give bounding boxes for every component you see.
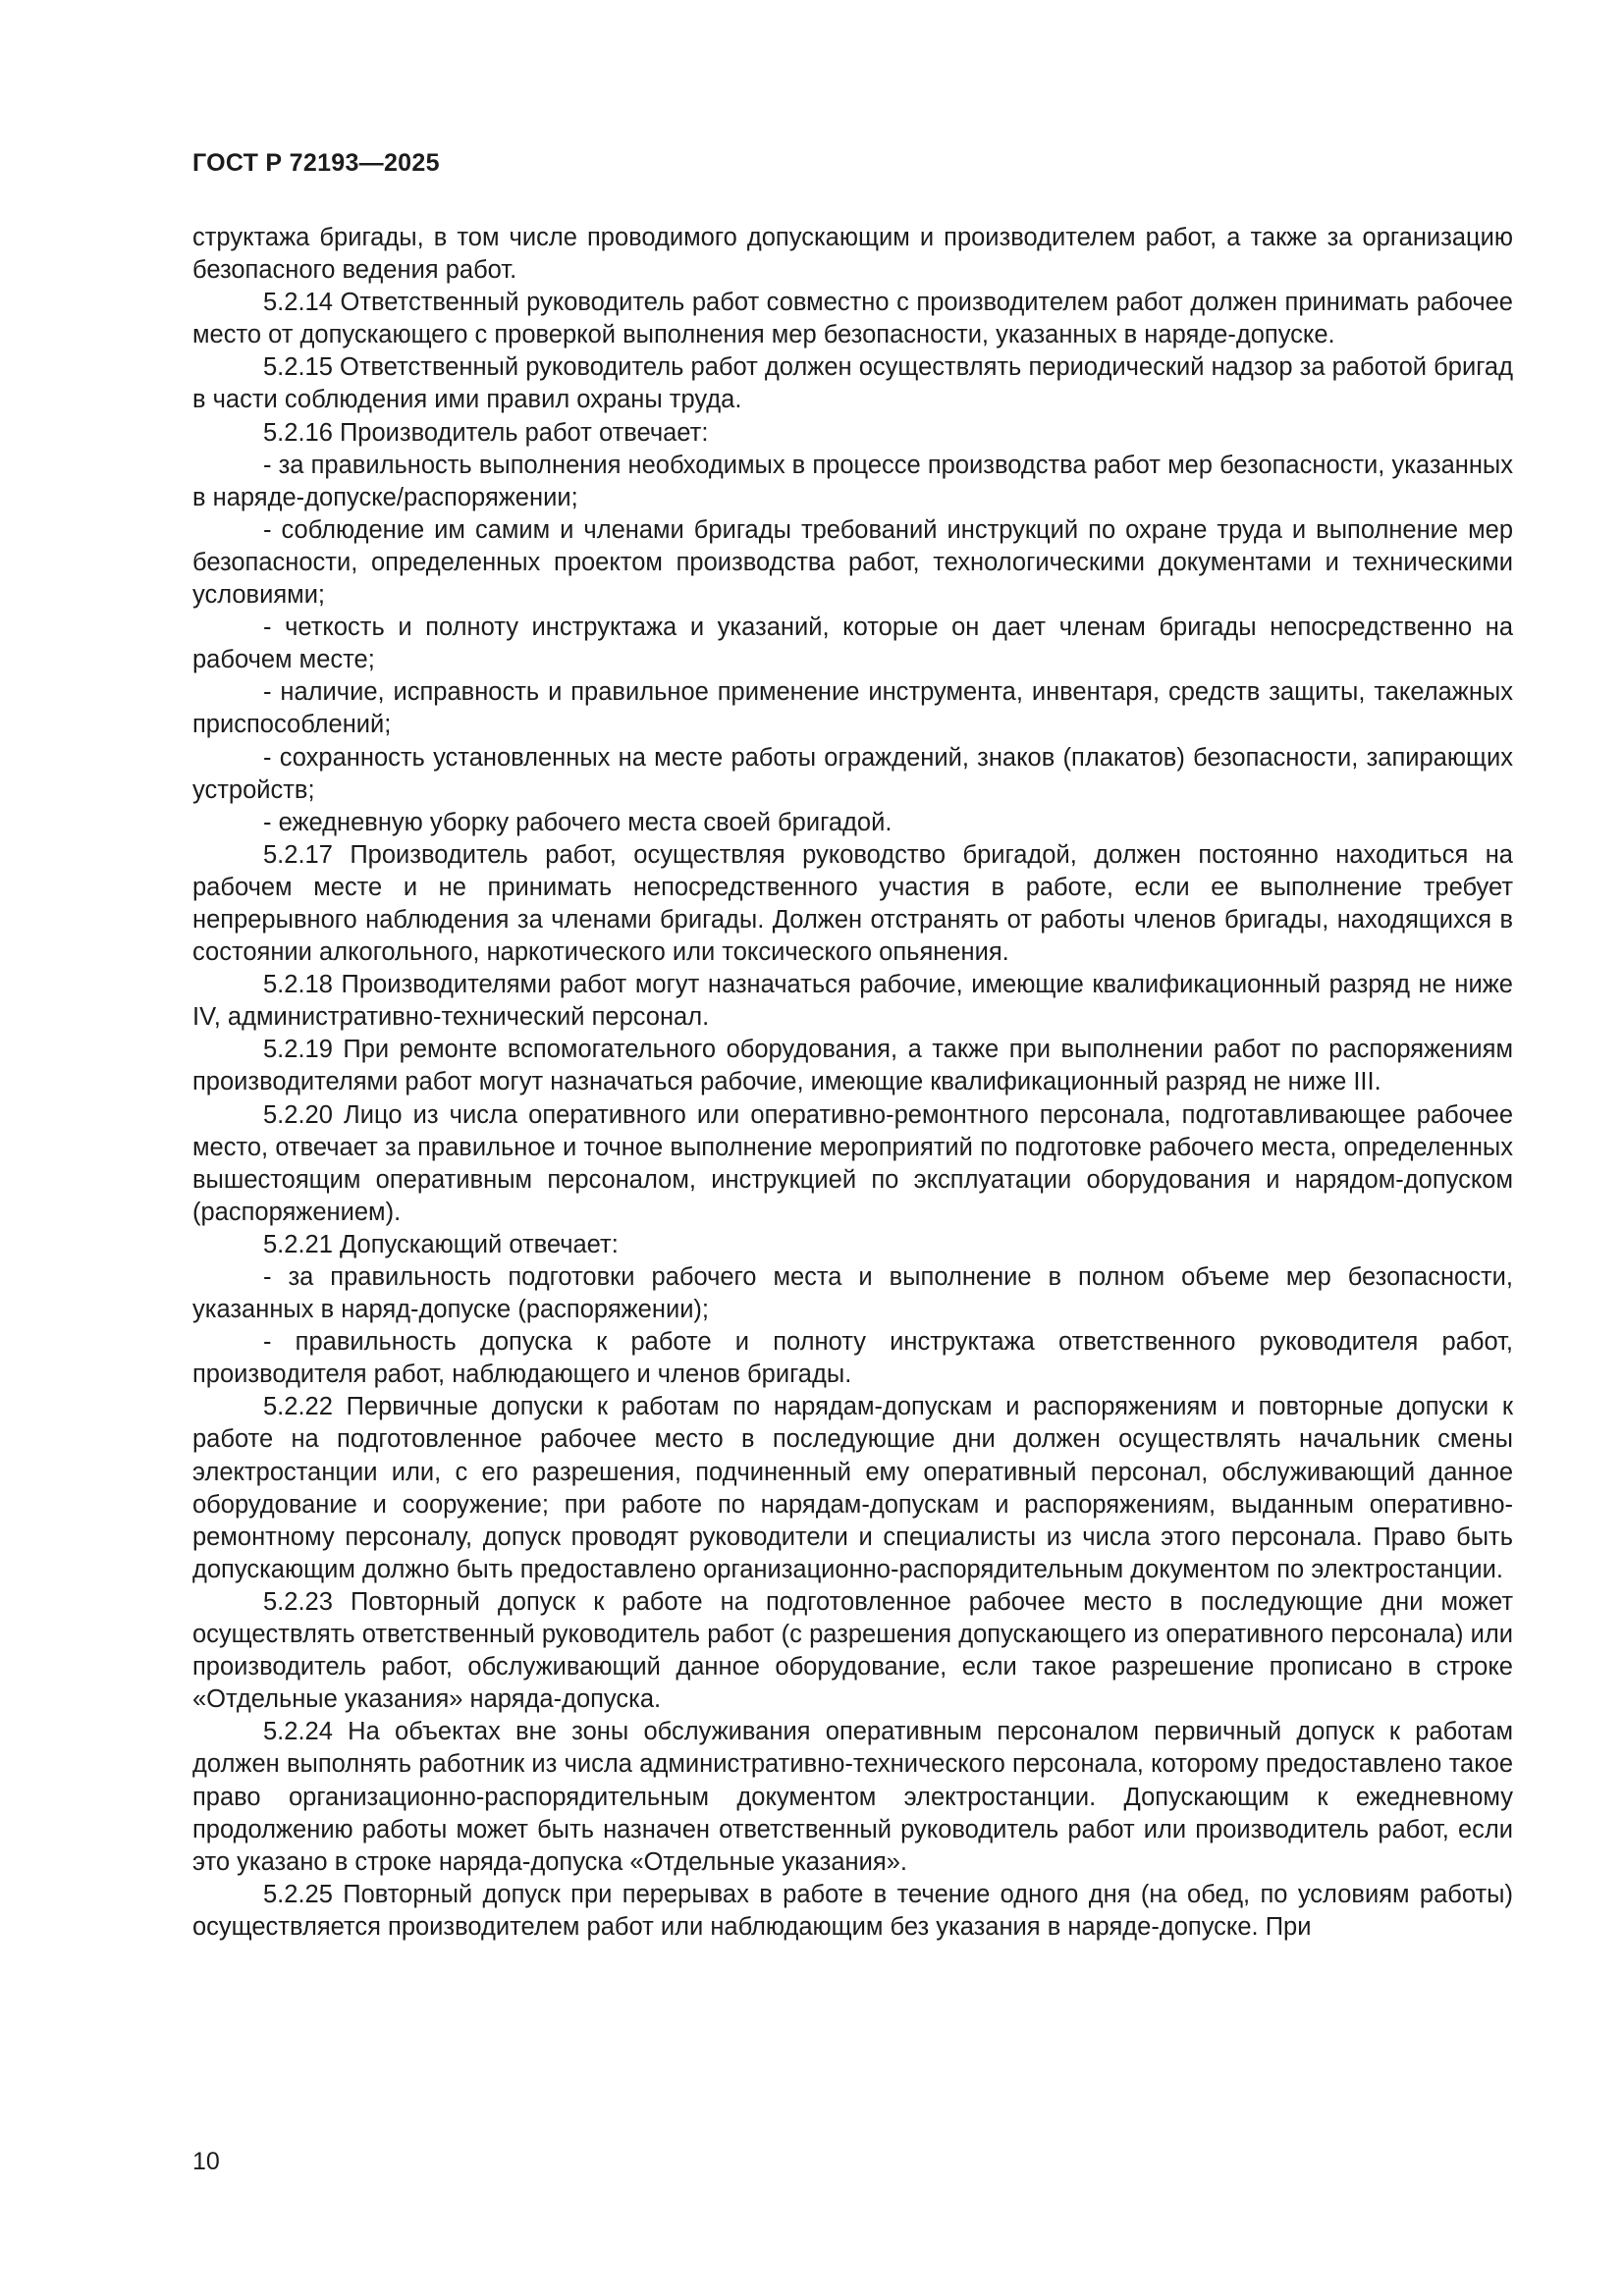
list-item: - сохранность установленных на месте работы ограждений, знаков (плакатов) безопасности, запирающих устройств; bbox=[192, 743, 1513, 804]
paragraph-5-2-25: 5.2.25 Повторный допуск при перерывах в работе в течение одного дня (на обед, по условиям работы) осуществляется производителем работ или наблюдающим без указания в наряде-допуске. При bbox=[192, 1880, 1513, 1941]
document-header: ГОСТ Р 72193—2025 bbox=[192, 149, 440, 177]
paragraph-5-2-21: 5.2.21 Допускающий отвечает: bbox=[263, 1230, 619, 1258]
list-item: - правильность допуска к работе и полноту инструктажа ответственного руководителя работ, производителя работ, наблюдающего и членов бригады. bbox=[192, 1328, 1513, 1389]
document-body bbox=[192, 222, 1513, 1944]
paragraph-5-2-16: 5.2.16 Производитель работ отвечает: bbox=[263, 418, 709, 447]
paragraph-5-2-23: 5.2.23 Повторный допуск к работе на подготовленное рабочее место в последующие дни может осуществлять ответственный руководитель работ (с разрешения допускающего из оперативного персонала) или производитель работ, обслуживающий данное оборудование, если такое разрешение прописано в строке «Отдельные указания» наряда-допуска. bbox=[192, 1587, 1513, 1714]
paragraph-continuation: структажа бригады, в том числе проводимого допускающим и производителем работ, а также за организацию безопасного ведения работ. bbox=[192, 224, 1513, 285]
paragraph-5-2-19: 5.2.19 При ремонте вспомогательного оборудования, а также при выполнении работ по распоряжениям производителями работ могут назначаться рабочие, имеющие квалификационный разряд не ниже III. bbox=[192, 1036, 1513, 1096]
page-number: 10 bbox=[192, 2148, 220, 2175]
list-item: - за правильность выполнения необходимых в процессе производства работ мер безопасности, указанных в наряде-допуске/распоряжении; bbox=[192, 451, 1513, 511]
list-item: - ежедневную уборку рабочего места своей бригадой. bbox=[263, 808, 893, 836]
paragraph-5-2-14: 5.2.14 Ответственный руководитель работ совместно с производителем работ должен принимать рабочее место от допускающего с проверкой выполнения мер безопасности, указанных в наряде-допуске. bbox=[192, 289, 1513, 349]
paragraph-5-2-18: 5.2.18 Производителями работ могут назначаться рабочие, имеющие квалификационный разряд не ниже IV, административно-технический персонал. bbox=[192, 971, 1513, 1032]
list-item: - четкость и полноту инструктажа и указаний, которые он дает членам бригады непосредственно на рабочем месте; bbox=[192, 614, 1513, 674]
list-item: - соблюдение им самим и членами бригады требований инструкций по охране труда и выполнение мер безопасности, определенных проектом производства работ, технологическими документами и техническими условиями; bbox=[192, 515, 1513, 610]
paragraph-5-2-15: 5.2.15 Ответственный руководитель работ должен осуществлять периодический надзор за работой бригад в части соблюдения ими правил охраны труда. bbox=[192, 353, 1513, 414]
paragraph-5-2-22: 5.2.22 Первичные допуски к работам по нарядам-допускам и распоряжениям и повторные допуски к работе на подготовленное рабочее место в последующие дни должен осуществлять начальник смены электростанции или, с его разрешения, подчиненный ему оперативный персонал, обслуживающий данное оборудование и сооружение; при работе по нарядам-допускам и распоряжениям, выданным оперативно-ремонтному персоналу, допуск проводят руководители и специалисты из числа этого персонала. Право быть допускающим должно быть предоставлено организационно-распорядительным документом по электростанции. bbox=[192, 1393, 1513, 1583]
paragraph-5-2-17: 5.2.17 Производитель работ, осуществляя руководство бригадой, должен постоянно находиться на рабочем месте и не принимать непосредственного участия в работе, если ее выполнение требует непрерывного наблюдения за членами бригады. Должен отстранять от работы членов бригады, находящихся в состоянии алкогольного, наркотического или токсического опьянения. bbox=[192, 840, 1513, 967]
list-item: - наличие, исправность и правильное применение инструмента, инвентаря, средств защиты, такелажных приспособлений; bbox=[192, 678, 1513, 739]
paragraph-5-2-20: 5.2.20 Лицо из числа оперативного или оперативно-ремонтного персонала, подготавливающее рабочее место, отвечает за правильное и точное выполнение мероприятий по подготовке рабочего места, определенных вышестоящим оперативным персоналом, инструкцией по эксплуатации оборудования и нарядом-допуском (распоряжением). bbox=[192, 1100, 1513, 1226]
paragraph-5-2-24: 5.2.24 На объектах вне зоны обслуживания оперативным персоналом первичный допуск к работам должен выполнять работник из числа административно-технического персонала, которому предоставлено такое право организационно-распорядительным документом электростанции. Допускающим к ежедневному продолжению работы может быть назначен ответственный руководитель работ или производитель работ, если это указано в строке наряда-допуска «Отдельные указания». bbox=[192, 1718, 1513, 1876]
list-item: - за правильность подготовки рабочего места и выполнение в полном объеме мер безопасности, указанных в наряд-допуске (распоряжении); bbox=[192, 1263, 1513, 1324]
